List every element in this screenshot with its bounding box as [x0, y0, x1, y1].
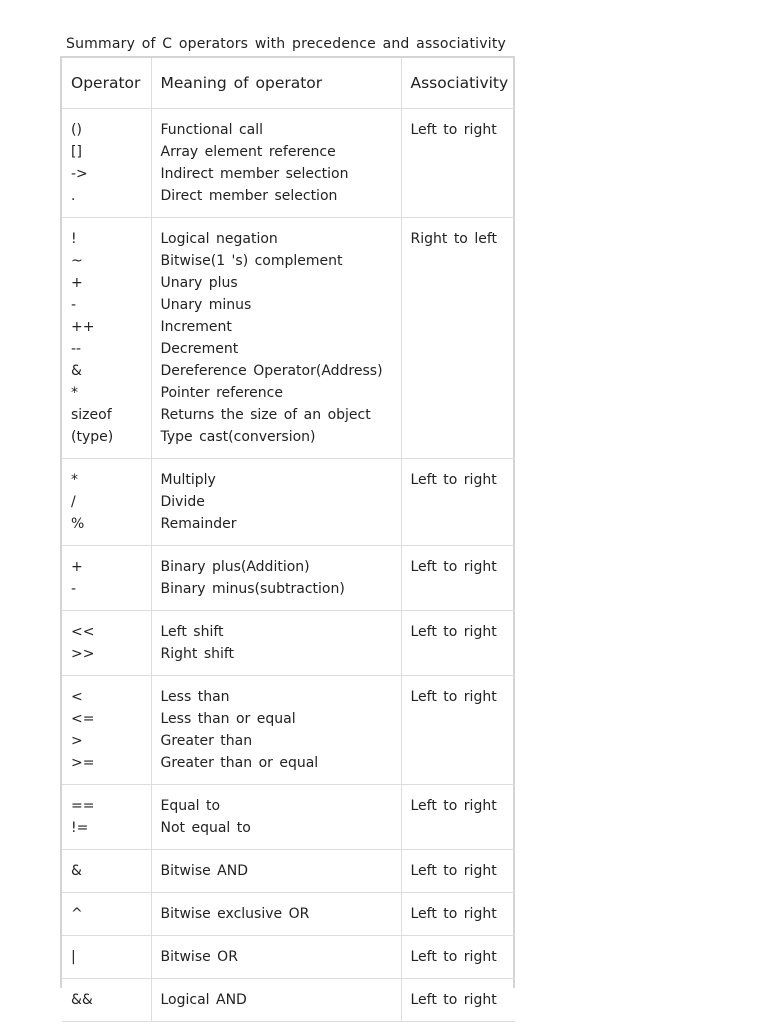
associativity-cell: [401, 893, 515, 936]
operator-symbol: (type): [71, 429, 114, 445]
operator-meaning: Less than or equal: [160, 711, 296, 727]
table-row: [62, 893, 515, 936]
operator-symbol: !=: [71, 820, 89, 836]
operator-symbol: &: [71, 863, 82, 879]
operator-symbol: --: [71, 341, 82, 357]
meaning-cell: [151, 611, 401, 676]
operator-meaning: Left shift: [160, 624, 224, 640]
meaning-cell: [151, 109, 401, 218]
associativity-text: Left to right: [410, 949, 497, 965]
operator-meaning: Divide: [160, 494, 205, 510]
operator-meaning: Decrement: [160, 341, 239, 357]
operator-cell: [62, 785, 151, 850]
operator-meaning: Increment: [160, 319, 232, 335]
operator-meaning: Indirect member selection: [160, 166, 349, 182]
table-row: [62, 611, 515, 676]
operator-symbol: ==: [71, 798, 95, 814]
associativity-cell: [401, 936, 515, 979]
operator-symbol: &&: [71, 992, 93, 1008]
table-header-row: [62, 58, 515, 109]
operator-symbol: ^: [71, 906, 83, 922]
operator-cell: [62, 546, 151, 611]
operator-symbol: ->: [71, 166, 88, 182]
operator-meaning: Direct member selection: [160, 188, 338, 204]
operator-symbol: *: [71, 472, 78, 488]
operator-meaning: Multiply: [160, 472, 216, 488]
meaning-cell: [151, 218, 401, 459]
operator-meaning: Bitwise AND: [160, 863, 249, 879]
header-operator: Operator: [62, 58, 151, 109]
associativity-text: Left to right: [410, 559, 497, 575]
associativity-text: Left to right: [410, 992, 497, 1008]
associativity-cell: [401, 109, 515, 218]
operator-symbol: +: [71, 559, 83, 575]
operator-meaning: Binary plus(Addition): [160, 559, 310, 575]
associativity-text: Left to right: [410, 798, 497, 814]
associativity-cell: [401, 979, 515, 1022]
table-row: [62, 546, 515, 611]
meaning-cell: [151, 979, 401, 1022]
associativity-text: Left to right: [410, 624, 497, 640]
operator-cell: [62, 850, 151, 893]
operator-meaning: Dereference Operator(Address): [160, 363, 383, 379]
operator-cell: [62, 676, 151, 785]
associativity-cell: [401, 850, 515, 893]
operator-symbol: >: [71, 733, 83, 749]
operator-meaning: Functional call: [160, 122, 264, 138]
operator-meaning: Binary minus(subtraction): [160, 581, 345, 597]
table-row: [62, 785, 515, 850]
associativity-cell: [401, 676, 515, 785]
operator-meaning: Logical AND: [160, 992, 247, 1008]
operator-meaning: Right shift: [160, 646, 235, 662]
associativity-cell: [401, 611, 515, 676]
meaning-cell: [151, 936, 401, 979]
associativity-text: Left to right: [410, 122, 497, 138]
meaning-cell: [151, 546, 401, 611]
operator-symbol: +: [71, 275, 83, 291]
associativity-text: Left to right: [410, 906, 497, 922]
operator-meaning: Greater than or equal: [160, 755, 319, 771]
operator-meaning: Unary plus: [160, 275, 238, 291]
header-meaning: Meaning of operator: [151, 58, 401, 109]
meaning-cell: [151, 850, 401, 893]
associativity-text: Left to right: [410, 689, 497, 705]
operator-meaning: Unary minus: [160, 297, 252, 313]
operator-cell: [62, 979, 151, 1022]
table-row: [62, 979, 515, 1022]
operator-meaning: Returns the size of an object: [160, 407, 371, 423]
associativity-cell: [401, 218, 515, 459]
operator-symbol: %: [71, 516, 85, 532]
operator-symbol: (): [71, 122, 82, 138]
operator-meaning: Logical negation: [160, 231, 278, 247]
associativity-text: Left to right: [410, 863, 497, 879]
operator-symbol: <=: [71, 711, 95, 727]
associativity-cell: [401, 785, 515, 850]
table-row: [62, 218, 515, 459]
associativity-cell: [401, 546, 515, 611]
operator-meaning: Bitwise exclusive OR: [160, 906, 310, 922]
operator-symbol: []: [71, 144, 82, 160]
operator-meaning: Array element reference: [160, 144, 336, 160]
table-body: [62, 109, 515, 1022]
operator-meaning: Less than: [160, 689, 230, 705]
meaning-cell: [151, 893, 401, 936]
operator-symbol: sizeof: [71, 407, 112, 423]
operators-table: [62, 58, 515, 1022]
operator-symbol: -: [71, 581, 77, 597]
operator-meaning: Equal to: [160, 798, 221, 814]
header-associativity: Associativity: [401, 58, 515, 109]
operator-cell: [62, 109, 151, 218]
operator-meaning: Bitwise OR: [160, 949, 238, 965]
operator-symbol: >>: [71, 646, 95, 662]
associativity-cell: [401, 459, 515, 546]
operator-symbol: !: [71, 231, 77, 247]
operator-meaning: Remainder: [160, 516, 237, 532]
operator-cell: [62, 936, 151, 979]
operator-meaning: Pointer reference: [160, 385, 283, 401]
operator-meaning: Greater than: [160, 733, 253, 749]
operator-symbol: ++: [71, 319, 95, 335]
operator-symbol: /: [71, 494, 76, 510]
operator-symbol: .: [71, 188, 76, 204]
meaning-cell: [151, 676, 401, 785]
meaning-cell: [151, 459, 401, 546]
table-row: [62, 850, 515, 893]
table-row: [62, 936, 515, 979]
operator-symbol: &: [71, 363, 82, 379]
operator-symbol: |: [71, 949, 76, 965]
meaning-cell: [151, 785, 401, 850]
operator-meaning: Bitwise(1 's) complement: [160, 253, 343, 269]
operator-symbol: ~: [71, 253, 83, 269]
table-caption: Summary of C operators with precedence and associativity: [66, 36, 506, 52]
associativity-text: Right to left: [410, 231, 497, 247]
operator-meaning: Type cast(conversion): [160, 429, 316, 445]
operator-symbol: >=: [71, 755, 95, 771]
operator-symbol: <<: [71, 624, 95, 640]
operator-meaning: Not equal to: [160, 820, 251, 836]
operator-symbol: -: [71, 297, 77, 313]
table-row: [62, 676, 515, 785]
operators-table-container: [60, 56, 515, 1008]
table-row: [62, 109, 515, 218]
table-row: [62, 459, 515, 546]
operator-cell: [62, 611, 151, 676]
operator-cell: [62, 218, 151, 459]
associativity-text: Left to right: [410, 472, 497, 488]
operator-symbol: <: [71, 689, 83, 705]
operator-cell: [62, 893, 151, 936]
operator-cell: [62, 459, 151, 546]
operator-symbol: *: [71, 385, 78, 401]
